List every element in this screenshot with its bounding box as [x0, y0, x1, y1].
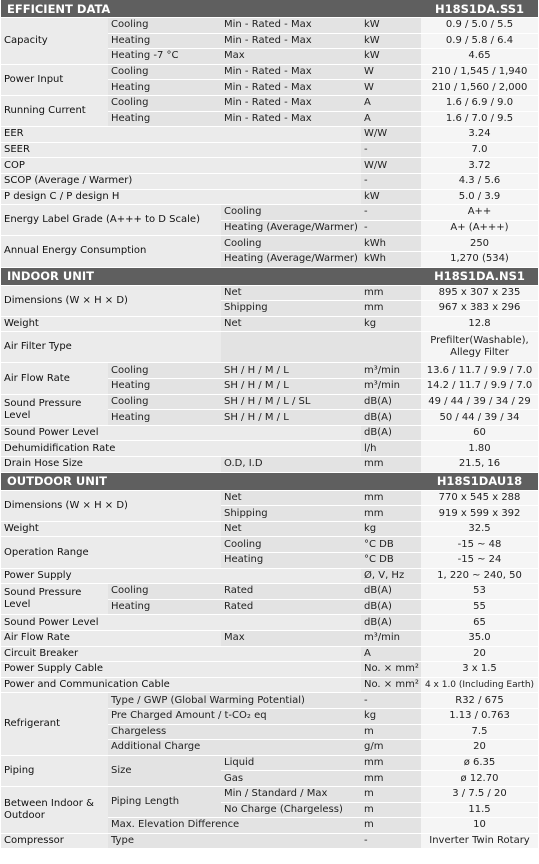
spec-unit: mm: [361, 755, 421, 771]
spec-value: 13.6 / 11.7 / 9.9 / 7.0: [421, 363, 538, 379]
spec-condition: SH / H / M / L: [221, 410, 361, 426]
spec-item: Dimensions (W × H × D): [1, 285, 221, 316]
spec-row: [1, 833, 538, 849]
spec-value: 12.8: [421, 316, 538, 332]
spec-item: SEER: [1, 142, 361, 158]
spec-sub: Heating -7 °C: [108, 49, 221, 65]
spec-condition: Shipping: [221, 506, 361, 522]
spec-item: Annual Energy Consumption: [1, 236, 221, 267]
spec-condition: [221, 332, 361, 363]
spec-row: [1, 568, 538, 584]
spec-row: [1, 189, 538, 205]
spec-condition: Net: [221, 521, 361, 537]
spec-row: [1, 521, 538, 537]
spec-row: [1, 425, 538, 441]
spec-item: Air Flow Rate: [1, 630, 221, 646]
spec-sub: Chargeless: [108, 724, 361, 740]
spec-unit: W/W: [361, 127, 421, 143]
spec-item: COP: [1, 158, 361, 174]
spec-unit: dB(A): [361, 410, 421, 426]
spec-item: Drain Hose Size: [1, 457, 221, 473]
spec-value: 3 x 1.5: [421, 662, 538, 678]
spec-value: 55: [421, 599, 538, 615]
spec-condition: O.D, I.D: [221, 457, 361, 473]
spec-sub: Heating: [108, 379, 221, 395]
spec-value: 3 / 7.5 / 20: [421, 786, 538, 802]
spec-condition: Net: [221, 316, 361, 332]
spec-row: [1, 630, 538, 646]
spec-value: 20: [421, 740, 538, 756]
spec-sub: Heating: [108, 410, 221, 426]
spec-unit: -: [361, 220, 421, 236]
spec-item: Sound Pressure Level: [1, 394, 108, 425]
spec-sub: Cooling: [108, 363, 221, 379]
spec-unit: m³/min: [361, 363, 421, 379]
spec-row: [1, 537, 538, 553]
spec-item: Air Flow Rate: [1, 363, 108, 394]
section-title: INDOOR UNIT: [1, 267, 421, 285]
spec-unit: -: [361, 142, 421, 158]
spec-row: [1, 677, 538, 693]
spec-sub: Heating: [108, 33, 221, 49]
spec-sub: Type: [108, 833, 361, 849]
spec-row: [1, 490, 538, 506]
section-title: EFFICIENT DATA: [1, 0, 421, 18]
spec-condition: Min / Standard / Max: [221, 786, 361, 802]
spec-value: Inverter Twin Rotary: [421, 833, 538, 849]
spec-row: [1, 18, 538, 34]
section-header-efficient: [1, 0, 538, 18]
spec-condition: Min - Rated - Max: [221, 18, 361, 34]
spec-value: 7.0: [421, 142, 538, 158]
spec-value: -15 ~ 48: [421, 537, 538, 553]
spec-unit: m: [361, 786, 421, 802]
spec-value: 49 / 44 / 39 / 34 / 29: [421, 394, 538, 410]
spec-value: 770 x 545 x 288: [421, 490, 538, 506]
spec-unit: A: [361, 111, 421, 127]
spec-value: A++: [421, 205, 538, 221]
section-title: OUTDOOR UNIT: [1, 472, 421, 490]
spec-unit: dB(A): [361, 584, 421, 600]
spec-sub: Cooling: [108, 394, 221, 410]
spec-value: 4.65: [421, 49, 538, 65]
spec-value: 60: [421, 425, 538, 441]
model-number: H18S1DAU18: [421, 472, 538, 490]
spec-value: 53: [421, 584, 538, 600]
spec-value: 895 x 307 x 235: [421, 285, 538, 301]
spec-condition: SH / H / M / L / SL: [221, 394, 361, 410]
spec-value: R32 / 675: [421, 693, 538, 709]
spec-unit: mm: [361, 457, 421, 473]
spec-item: Weight: [1, 521, 221, 537]
spec-unit: m: [361, 724, 421, 740]
spec-row: [1, 755, 538, 771]
spec-item: Between Indoor & Outdoor: [1, 786, 108, 833]
spec-unit: -: [361, 693, 421, 709]
spec-item: Circuit Breaker: [1, 646, 361, 662]
spec-unit: mm: [361, 285, 421, 301]
spec-value: 1, 220 ~ 240, 50: [421, 568, 538, 584]
spec-value: 1,270 (534): [421, 251, 538, 267]
spec-unit: dB(A): [361, 394, 421, 410]
spec-item: SCOP (Average / Warmer): [1, 173, 361, 189]
spec-item: Power Supply: [1, 568, 361, 584]
spec-row: [1, 441, 538, 457]
spec-unit: W: [361, 64, 421, 80]
spec-value: 3.72: [421, 158, 538, 174]
spec-unit: -: [361, 173, 421, 189]
spec-value: 7.5: [421, 724, 538, 740]
spec-condition: Heating: [221, 553, 361, 569]
spec-unit: kWh: [361, 251, 421, 267]
spec-sub: Max. Elevation Difference: [108, 818, 361, 834]
spec-row: [1, 142, 538, 158]
spec-unit: [361, 332, 421, 363]
spec-item: Dimensions (W × H × D): [1, 490, 221, 521]
spec-unit: -: [361, 833, 421, 849]
spec-condition: Min - Rated - Max: [221, 80, 361, 96]
spec-sub: Heating: [108, 111, 221, 127]
spec-unit: mm: [361, 490, 421, 506]
spec-unit: m: [361, 802, 421, 818]
spec-row: [1, 363, 538, 379]
model-number: H18S1DA.SS1: [421, 0, 538, 18]
spec-unit: mm: [361, 506, 421, 522]
spec-value: 1.6 / 7.0 / 9.5: [421, 111, 538, 127]
spec-value: 1.13 / 0.763: [421, 708, 538, 724]
spec-condition: SH / H / M / L: [221, 379, 361, 395]
spec-value: 4.3 / 5.6: [421, 173, 538, 189]
spec-row: [1, 457, 538, 473]
spec-condition: Shipping: [221, 301, 361, 317]
spec-unit: °C DB: [361, 537, 421, 553]
spec-row: [1, 285, 538, 301]
spec-unit: kg: [361, 521, 421, 537]
spec-row: [1, 332, 538, 363]
spec-unit: kg: [361, 708, 421, 724]
spec-value: 0.9 / 5.0 / 5.5: [421, 18, 538, 34]
spec-value: 0.9 / 5.8 / 6.4: [421, 33, 538, 49]
spec-item: Power Input: [1, 64, 108, 95]
spec-unit: m³/min: [361, 379, 421, 395]
spec-value: 5.0 / 3.9: [421, 189, 538, 205]
section-header-indoor: [1, 267, 538, 285]
spec-condition: Gas: [221, 771, 361, 787]
spec-item: EER: [1, 127, 361, 143]
spec-unit: dB(A): [361, 599, 421, 615]
spec-item: Refrigerant: [1, 693, 108, 755]
spec-item: Piping: [1, 755, 108, 786]
spec-condition: Heating (Average/Warmer): [221, 251, 361, 267]
spec-row: [1, 394, 538, 410]
spec-value: 1.6 / 6.9 / 9.0: [421, 95, 538, 111]
spec-condition: Heating (Average/Warmer): [221, 220, 361, 236]
spec-unit: kW: [361, 49, 421, 65]
spec-value: 21.5, 16: [421, 457, 538, 473]
spec-row: [1, 615, 538, 631]
spec-value: 1.80: [421, 441, 538, 457]
spec-item: Power and Communication Cable: [1, 677, 361, 693]
spec-table: [1, 0, 538, 849]
spec-value: 50 / 44 / 39 / 34: [421, 410, 538, 426]
spec-value: 3.24: [421, 127, 538, 143]
spec-row: [1, 316, 538, 332]
spec-row: [1, 64, 538, 80]
spec-unit: m³/min: [361, 630, 421, 646]
spec-row: [1, 786, 538, 802]
spec-unit: -: [361, 205, 421, 221]
spec-sub: Pre Charged Amount / t-CO₂ eq: [108, 708, 361, 724]
spec-item: Operation Range: [1, 537, 221, 568]
spec-item: Air Filter Type: [1, 332, 221, 363]
model-number: H18S1DA.NS1: [421, 267, 538, 285]
spec-condition: Min - Rated - Max: [221, 64, 361, 80]
spec-row: [1, 127, 538, 143]
spec-value: A+ (A+++): [421, 220, 538, 236]
spec-value: 919 x 599 x 392: [421, 506, 538, 522]
spec-condition: Min - Rated - Max: [221, 111, 361, 127]
spec-sub: Heating: [108, 80, 221, 96]
spec-unit: kW: [361, 33, 421, 49]
spec-condition: Net: [221, 490, 361, 506]
spec-item: Weight: [1, 316, 221, 332]
spec-condition: Liquid: [221, 755, 361, 771]
spec-item: Sound Power Level: [1, 615, 361, 631]
spec-unit: kW: [361, 18, 421, 34]
spec-sub: Cooling: [108, 95, 221, 111]
spec-value: 65: [421, 615, 538, 631]
spec-unit: °C DB: [361, 553, 421, 569]
spec-item: Sound Power Level: [1, 425, 361, 441]
spec-item: Power Supply Cable: [1, 662, 361, 678]
spec-condition: Max: [221, 49, 361, 65]
spec-value: 35.0: [421, 630, 538, 646]
spec-value: 210 / 1,560 / 2,000: [421, 80, 538, 96]
spec-item: Dehumidification Rate: [1, 441, 361, 457]
spec-unit: dB(A): [361, 615, 421, 631]
spec-sub: Size: [108, 755, 221, 786]
spec-row: [1, 95, 538, 111]
spec-value: 967 x 383 x 296: [421, 301, 538, 317]
spec-unit: A: [361, 95, 421, 111]
spec-condition: Min - Rated - Max: [221, 33, 361, 49]
section-header-outdoor: [1, 472, 538, 490]
spec-value: ø 6.35: [421, 755, 538, 771]
spec-value: 20: [421, 646, 538, 662]
spec-unit: kWh: [361, 236, 421, 252]
spec-condition: Min - Rated - Max: [221, 95, 361, 111]
spec-condition: Rated: [221, 599, 361, 615]
spec-unit: mm: [361, 301, 421, 317]
spec-row: [1, 693, 538, 709]
spec-item: Capacity: [1, 18, 108, 65]
spec-unit: A: [361, 646, 421, 662]
spec-condition: Rated: [221, 584, 361, 600]
spec-item: Compressor: [1, 833, 108, 849]
spec-condition: Cooling: [221, 236, 361, 252]
spec-condition: SH / H / M / L: [221, 363, 361, 379]
spec-sub: Type / GWP (Global Warming Potential): [108, 693, 361, 709]
spec-value: 11.5: [421, 802, 538, 818]
spec-condition: Cooling: [221, 537, 361, 553]
spec-value: 210 / 1,545 / 1,940: [421, 64, 538, 80]
spec-row: [1, 584, 538, 600]
spec-value: ø 12.70: [421, 771, 538, 787]
spec-item: Energy Label Grade (A+++ to D Scale): [1, 205, 221, 236]
spec-value: 250: [421, 236, 538, 252]
spec-condition: Net: [221, 285, 361, 301]
spec-row: [1, 173, 538, 189]
spec-condition: No Charge (Chargeless): [221, 802, 361, 818]
spec-unit: mm: [361, 771, 421, 787]
spec-row: [1, 662, 538, 678]
spec-row: [1, 646, 538, 662]
spec-condition: Cooling: [221, 205, 361, 221]
spec-value: 10: [421, 818, 538, 834]
spec-row: [1, 158, 538, 174]
spec-value: 14.2 / 11.7 / 9.9 / 7.0: [421, 379, 538, 395]
spec-sub: Cooling: [108, 18, 221, 34]
spec-unit: No. × mm²: [361, 662, 421, 678]
spec-condition: Max: [221, 630, 361, 646]
spec-sub: Piping Length: [108, 786, 221, 817]
spec-unit: W: [361, 80, 421, 96]
spec-row: [1, 205, 538, 221]
spec-unit: No. × mm²: [361, 677, 421, 693]
spec-unit: kg: [361, 316, 421, 332]
spec-value: -15 ~ 24: [421, 553, 538, 569]
spec-unit: l/h: [361, 441, 421, 457]
spec-sub: Cooling: [108, 64, 221, 80]
spec-unit: kW: [361, 189, 421, 205]
spec-sub: Additional Charge: [108, 740, 361, 756]
spec-item: P design C / P design H: [1, 189, 361, 205]
spec-unit: m: [361, 818, 421, 834]
spec-sub: Cooling: [108, 584, 221, 600]
spec-sub: Heating: [108, 599, 221, 615]
spec-item: Sound Pressure Level: [1, 584, 108, 615]
spec-row: [1, 236, 538, 252]
spec-item: Running Current: [1, 95, 108, 126]
spec-value: 32.5: [421, 521, 538, 537]
spec-unit: W/W: [361, 158, 421, 174]
spec-unit: dB(A): [361, 425, 421, 441]
spec-value: Prefilter(Washable), Allegy Filter: [421, 332, 538, 363]
spec-unit: g/m: [361, 740, 421, 756]
spec-value: 4 x 1.0 (Including Earth): [421, 677, 538, 693]
spec-unit: Ø, V, Hz: [361, 568, 421, 584]
